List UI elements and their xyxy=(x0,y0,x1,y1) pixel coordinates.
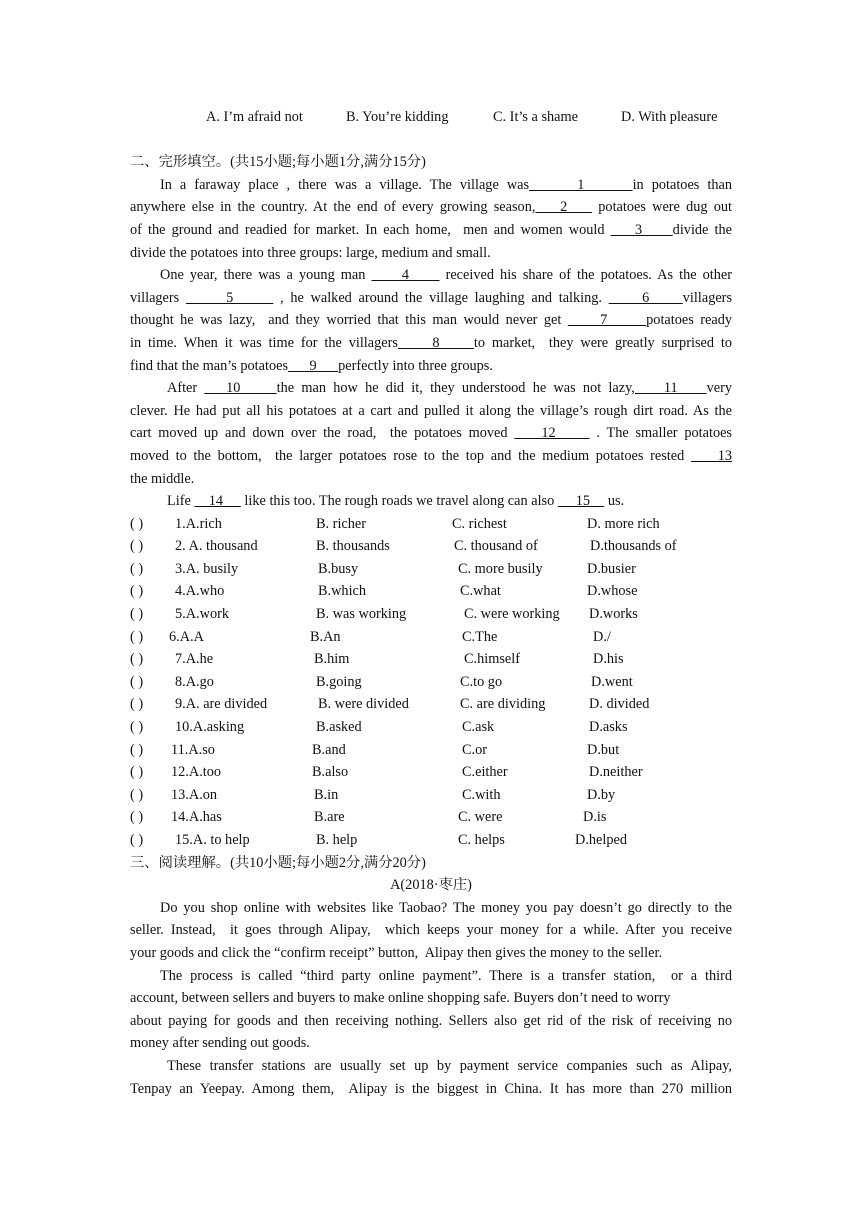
blank-10: 10 xyxy=(204,380,277,397)
worksheet-page xyxy=(130,106,732,1100)
choice-a: 10.A.asking xyxy=(175,719,245,736)
choice-b: B.busy xyxy=(318,560,359,577)
answer-bracket[interactable]: ( ) xyxy=(130,583,144,600)
answer-bracket[interactable]: ( ) xyxy=(130,651,144,668)
choice-c: C.what xyxy=(460,583,501,600)
answer-bracket[interactable]: ( ) xyxy=(130,628,144,645)
answer-bracket[interactable]: ( ) xyxy=(130,515,144,532)
choice-b: B. thousands xyxy=(316,538,390,555)
choice-b: B.him xyxy=(314,651,350,668)
passage-line: One year, there was a young man 4 received his share of the potatoes. As the other xyxy=(160,267,733,284)
choice-a: 3.A. busily xyxy=(175,560,239,577)
choice-d: D.is xyxy=(583,809,607,826)
passage-line: thought he was lazy, and they worried that this man would never get 7 potatoes ready xyxy=(130,312,733,329)
choice-a: 5.A.work xyxy=(175,606,230,623)
answer-bracket[interactable]: ( ) xyxy=(130,538,144,555)
passage-line: clever. He had put all his potatoes at a cart and pulled it along the village’s rough dirt road. As the xyxy=(130,402,732,419)
choice-c: C. were working xyxy=(464,606,560,623)
answer-bracket[interactable]: ( ) xyxy=(130,719,144,736)
question-row xyxy=(130,806,732,829)
choice-c: C.to go xyxy=(460,673,503,690)
reading-line: account, between sellers and buyers to make online shopping safe. Buyers don’t need to worry xyxy=(130,990,671,1007)
choice-d: D.helped xyxy=(575,832,628,848)
option-b: B. You’re kidding xyxy=(346,109,449,125)
answer-bracket[interactable]: ( ) xyxy=(130,764,144,781)
answer-bracket[interactable]: ( ) xyxy=(130,560,144,577)
question-row xyxy=(130,648,732,671)
blank-3: 3 xyxy=(610,221,673,238)
reading-line: The process is called “third party online payment”. There is a transfer station, or a third xyxy=(160,967,732,984)
question-row xyxy=(130,693,732,716)
question-row xyxy=(130,626,732,649)
choice-a: 14.A.has xyxy=(171,809,222,826)
choice-c: C. are dividing xyxy=(460,696,546,713)
blank-4: 4 xyxy=(371,267,440,284)
choice-b: B.going xyxy=(316,673,362,690)
section-3-heading: 三、阅读理解。(共10小题;每小题2分,满分20分) xyxy=(130,854,426,871)
choice-d: D.works xyxy=(589,606,638,623)
choice-c: C.ask xyxy=(462,719,495,736)
choice-b: B.asked xyxy=(316,719,362,736)
blank-15: 15 xyxy=(557,493,605,510)
choice-c: C.or xyxy=(462,741,488,758)
choice-b: B.which xyxy=(318,583,367,600)
choice-a: 6.A.A xyxy=(169,628,204,645)
blank-12: 12 xyxy=(514,425,590,442)
choice-d: D.asks xyxy=(589,719,628,736)
choice-c: C. more busily xyxy=(458,560,543,577)
blank-6: 6 xyxy=(608,289,683,306)
option-d: D. With pleasure xyxy=(621,109,718,125)
passage-line: Life 14 like this too. The rough roads we travel along can also 15 us. xyxy=(167,493,625,510)
answer-bracket[interactable]: ( ) xyxy=(130,786,144,803)
passage-line: find that the man’s potatoes 9 perfectly into three groups. xyxy=(130,357,493,374)
choice-a: 11.A.so xyxy=(171,741,215,758)
passage-line: After 10 the man how he did it, they understood he was not lazy, 11 very xyxy=(167,380,732,397)
choice-b: B. was working xyxy=(316,606,407,623)
reading-line: about paying for goods and then receiving nothing. Sellers also get rid of the risk of receiving no xyxy=(130,1012,732,1029)
question-row xyxy=(130,784,732,807)
choice-d: D./ xyxy=(593,628,611,645)
choice-a: 13.A.on xyxy=(171,786,218,803)
choice-b: B.are xyxy=(314,809,345,826)
blank-1: 1 xyxy=(529,176,633,193)
blank-9: 9 xyxy=(288,357,339,374)
reading-line: Do you shop online with websites like Taobao? The money you pay doesn’t go directly to the xyxy=(160,899,732,916)
answer-bracket[interactable]: ( ) xyxy=(130,832,144,848)
reading-line: These transfer stations are usually set up by payment service companies such as Alipay, xyxy=(167,1057,732,1074)
blank-8: 8 xyxy=(397,334,474,351)
choice-c: C.either xyxy=(462,764,508,781)
choice-d: D.whose xyxy=(587,583,638,600)
choice-d: D.his xyxy=(593,651,624,668)
question-row xyxy=(130,671,732,694)
question-row xyxy=(130,513,732,536)
choice-a: 12.A.too xyxy=(171,764,222,781)
question-row xyxy=(130,739,732,762)
blank-5: 5 xyxy=(185,289,274,306)
choice-b: B. richer xyxy=(316,515,367,532)
choice-a: 7.A.he xyxy=(175,651,214,668)
choice-d: D.by xyxy=(587,786,616,803)
passage-line: In a faraway place , there was a village. The village was 1 in potatoes than xyxy=(160,176,732,193)
section-2-heading: 二、完形填空。(共15小题;每小题1分,满分15分) xyxy=(130,154,426,171)
choice-b: B. help xyxy=(316,832,358,848)
answer-bracket[interactable]: ( ) xyxy=(130,809,144,826)
question-row xyxy=(130,535,732,558)
choice-b: B.in xyxy=(314,786,339,803)
choice-c: C. helps xyxy=(458,832,505,848)
choice-a: 9.A. are divided xyxy=(175,696,268,713)
passage-line: villagers 5 , he walked around the village laughing and talking. 6 villagers xyxy=(130,289,733,306)
choice-d: D.but xyxy=(587,741,620,758)
answer-bracket[interactable]: ( ) xyxy=(130,741,144,758)
cloze-passage xyxy=(130,174,732,513)
reading-line: money after sending out goods. xyxy=(130,1035,310,1052)
question-row xyxy=(130,716,732,739)
choice-d: D. divided xyxy=(589,696,650,713)
reading-line: seller. Instead, it goes through Alipay, which keeps your money for a while. After you receive xyxy=(130,922,732,939)
multiple-choice-list xyxy=(130,513,732,852)
question-row xyxy=(130,761,732,784)
choice-a: 1.A.rich xyxy=(175,515,222,532)
passage-line: the middle. xyxy=(130,470,195,487)
reading-line: your goods and click the “confirm receipt” button, Alipay then gives the money to the seller. xyxy=(130,944,663,961)
passage-line: anywhere else in the country. At the end of every growing season, 2 potatoes were dug out xyxy=(130,199,732,216)
passage-line: moved to the bottom, the larger potatoes rose to the top and the medium potatoes rested 13 xyxy=(130,447,732,464)
answer-bracket[interactable]: ( ) xyxy=(130,673,144,690)
choice-a: 15.A. to help xyxy=(175,832,250,848)
question-row xyxy=(130,558,732,581)
option-c: C. It’s a shame xyxy=(493,109,578,125)
choice-d: D.went xyxy=(591,673,633,690)
answer-bracket[interactable]: ( ) xyxy=(130,606,144,623)
choice-a: 4.A.who xyxy=(175,583,225,600)
choice-c: C. were xyxy=(458,809,503,826)
choice-a: 2. A. thousand xyxy=(175,538,258,555)
choice-c: C. thousand of xyxy=(454,538,538,555)
blank-11: 11 xyxy=(634,380,707,397)
choice-c: C.The xyxy=(462,628,498,645)
choice-c: C.himself xyxy=(464,651,520,668)
choice-c: C. richest xyxy=(452,515,507,532)
choice-b: B.also xyxy=(312,764,349,781)
passage-line: cart moved up and down over the road, the potatoes moved 12 . The smaller potatoes xyxy=(130,425,732,442)
blank-14: 14 xyxy=(194,493,241,510)
option-a: A. I’m afraid not xyxy=(206,109,303,125)
choice-d: D.busier xyxy=(587,560,636,577)
choice-d: D. more rich xyxy=(587,515,660,532)
reading-passage xyxy=(130,897,732,1100)
question-row xyxy=(130,580,732,603)
choice-b: B.An xyxy=(310,628,341,645)
choice-b: B.and xyxy=(312,741,346,758)
blank-13: 13 xyxy=(690,447,732,464)
choice-d: D.thousands of xyxy=(590,538,677,555)
passage-line: in time. When it was time for the villagers 8 to market, they were greatly surprised to xyxy=(130,334,732,351)
blank-7: 7 xyxy=(567,312,647,329)
choice-d: D.neither xyxy=(589,764,643,781)
passage-line: divide the potatoes into three groups: large, medium and small. xyxy=(130,244,491,261)
previous-question-options xyxy=(130,106,732,129)
passage-line: of the ground and readied for market. In each home, men and women would 3 divide the xyxy=(130,221,732,238)
choice-a: 8.A.go xyxy=(175,673,214,690)
answer-bracket[interactable]: ( ) xyxy=(130,696,144,713)
reading-title: A(2018·枣庄) xyxy=(390,877,472,894)
blank-2: 2 xyxy=(535,199,593,216)
question-row xyxy=(130,603,732,626)
question-row xyxy=(130,829,732,852)
choice-b: B. were divided xyxy=(318,696,409,713)
choice-c: C.with xyxy=(462,786,501,803)
reading-line: Tenpay an Yeepay. Among them, Alipay is the biggest in China. It has more than 270 million xyxy=(130,1080,732,1097)
